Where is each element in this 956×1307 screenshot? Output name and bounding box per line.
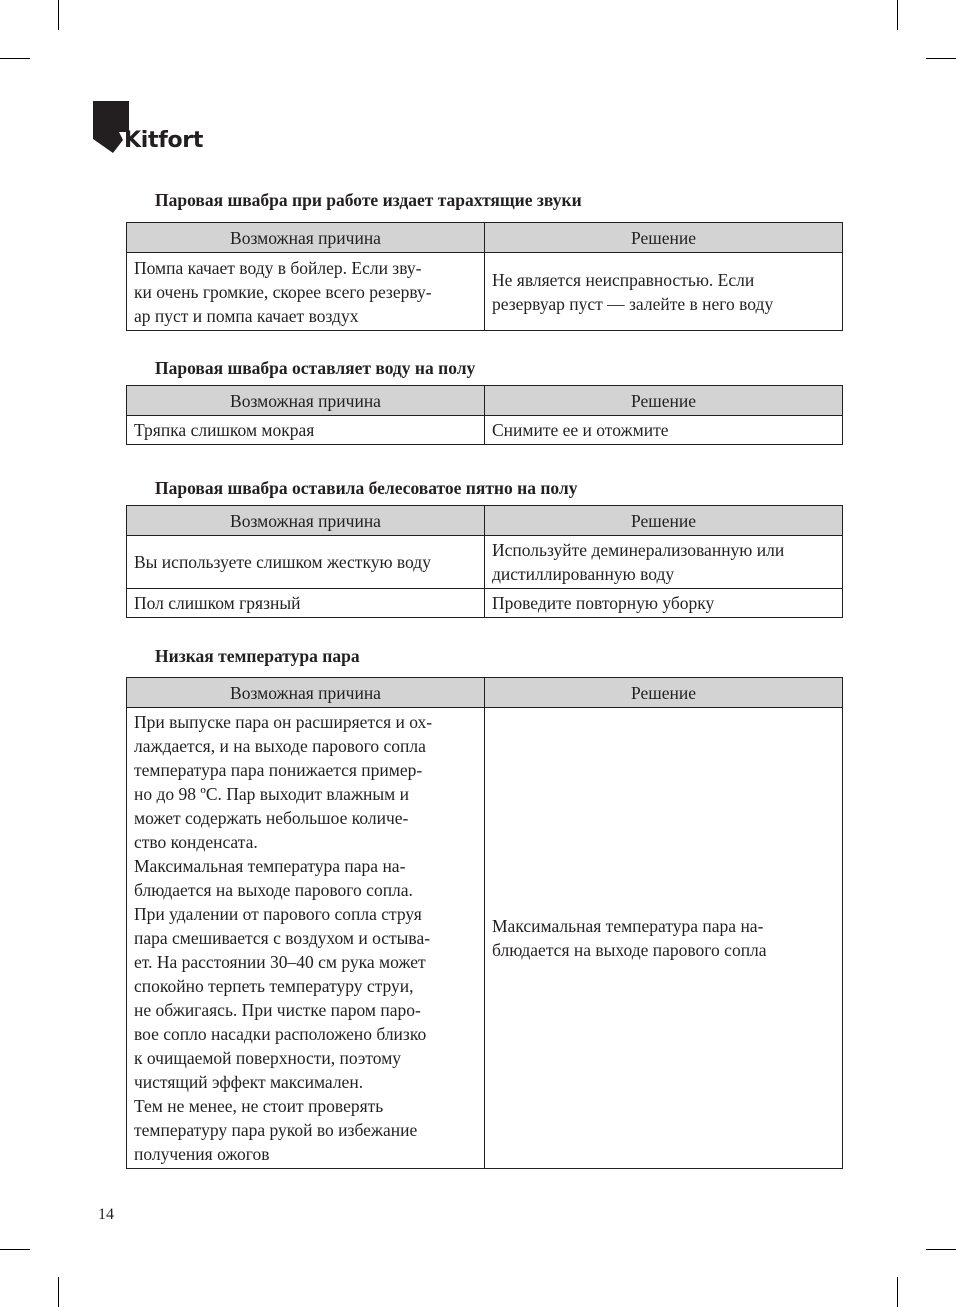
crop-mark (58, 1277, 59, 1307)
header-solution: Решение (485, 506, 843, 536)
page-number: 14 (98, 1206, 114, 1223)
crop-mark (58, 0, 59, 30)
section-title: Паровая швабра оставила белесоватое пятно на полу (155, 478, 578, 498)
brand-name: Kitfort (124, 128, 204, 153)
crop-mark (897, 1277, 898, 1307)
crop-mark (0, 1249, 30, 1250)
section-title: Низкая температура пара (155, 646, 360, 666)
header-cause: Возможная причина (127, 506, 485, 536)
cause-cell: Пол слишком грязный (127, 589, 485, 618)
table-row (127, 253, 843, 331)
troubleshooting-table (126, 222, 843, 331)
crop-mark (897, 0, 898, 30)
header-cause: Возможная причина (127, 223, 485, 253)
cause-cell: Тряпка слишком мокрая (127, 416, 485, 445)
header-solution: Решение (485, 678, 843, 708)
solution-cell: Снимите ее и отожмите (485, 416, 843, 445)
header-cause: Возможная причина (127, 678, 485, 708)
section-title: Паровая швабра при работе издает тарахтящие звуки (155, 190, 582, 210)
troubleshooting-table (126, 677, 843, 1169)
table-row (127, 536, 843, 589)
header-solution: Решение (485, 386, 843, 416)
table-header-row (127, 506, 843, 536)
crop-mark (926, 1249, 956, 1250)
table-row (127, 589, 843, 618)
troubleshooting-table (126, 505, 843, 618)
cause-cell: При выпуске пара он расширяется и ох- лаждается, и на выходе парового сопла температура пара понижается пример- но до 98 ºС. Пар выходит влажным и может содержать небольшое количе- ство конденсата. Максимальная температура пара на- блюдается на выходе парового сопла. При удалении от парового сопла струя пара смешивается с воздухом и остыва- ет. На расстоянии 30–40 см рука может спокойно терпеть температуру струи, не обжигаясь. При чистке паром паро- вое сопло насадки расположено близко к очищаемой поверхности, поэтому чистящий эффект максимален. Тем не менее, не стоит проверять температуру пара рукой во избежание получения ожогов (127, 708, 485, 1169)
solution-cell: Не является неисправностью. Если резервуар пуст — залейте в него воду (485, 253, 843, 331)
troubleshooting-table (126, 385, 843, 445)
header-solution: Решение (485, 223, 843, 253)
crop-mark (926, 58, 956, 59)
section-title: Паровая швабра оставляет воду на полу (155, 358, 476, 378)
header-cause: Возможная причина (127, 386, 485, 416)
crop-mark (0, 58, 30, 59)
solution-cell: Проведите повторную уборку (485, 589, 843, 618)
cause-cell: Помпа качает воду в бойлер. Если зву- ки очень громкие, скорее всего резерву- ар пуст и помпа качает воздух (127, 253, 485, 331)
table-row (127, 708, 843, 1169)
table-header-row (127, 678, 843, 708)
table-header-row (127, 386, 843, 416)
solution-cell: Используйте деминерализованную или дистиллированную воду (485, 536, 843, 589)
table-row (127, 416, 843, 445)
solution-cell: Максимальная температура пара на- блюдается на выходе парового сопла (485, 708, 843, 1169)
cause-cell: Вы используете слишком жесткую воду (127, 536, 485, 589)
table-header-row (127, 223, 843, 253)
